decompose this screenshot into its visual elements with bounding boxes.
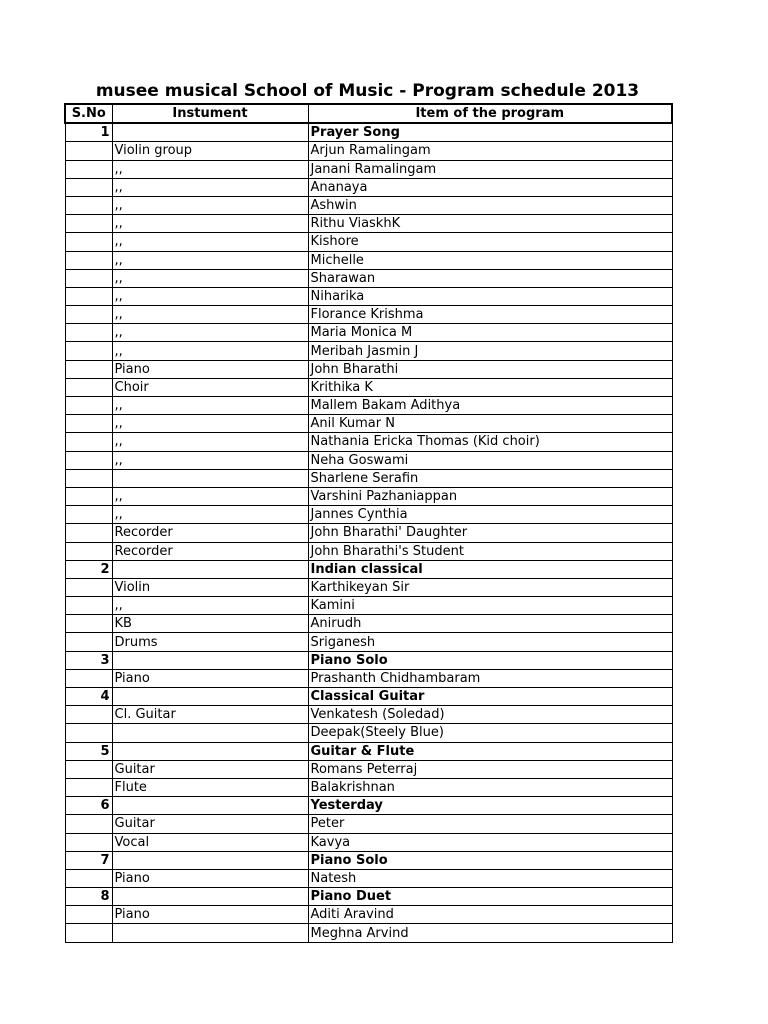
sno-column-header: S.No — [65, 104, 112, 123]
instrument-cell: Recorder — [112, 542, 308, 560]
sno-cell — [65, 196, 112, 214]
sno-cell — [65, 506, 112, 524]
instrument-cell: Drums — [112, 633, 308, 651]
item-cell: Guitar & Flute — [308, 742, 672, 760]
instrument-cell — [112, 560, 308, 578]
instrument-cell: Choir — [112, 378, 308, 396]
table-row — [65, 724, 672, 742]
item-cell: Classical Guitar — [308, 688, 672, 706]
item-cell: John Bharathi's Student — [308, 542, 672, 560]
instrument-cell: ,, — [112, 251, 308, 269]
sno-cell — [65, 306, 112, 324]
sno-cell — [65, 287, 112, 305]
sno-cell — [65, 487, 112, 505]
table-row — [65, 233, 672, 251]
item-cell: Romans Peterraj — [308, 760, 672, 778]
table-row — [65, 906, 672, 924]
table-row — [65, 487, 672, 505]
sno-cell — [65, 269, 112, 287]
sno-cell — [65, 324, 112, 342]
item-cell: Balakrishnan — [308, 778, 672, 796]
table-row — [65, 924, 672, 942]
table-row — [65, 287, 672, 305]
table-row — [65, 178, 672, 196]
table-row — [65, 633, 672, 651]
sno-cell — [65, 778, 112, 796]
item-cell: Varshini Pazhaniappan — [308, 487, 672, 505]
instrument-cell: ,, — [112, 397, 308, 415]
instrument-cell: ,, — [112, 306, 308, 324]
instrument-cell: ,, — [112, 433, 308, 451]
instrument-cell: ,, — [112, 342, 308, 360]
item-cell: Jannes Cynthia — [308, 506, 672, 524]
instrument-cell: ,, — [112, 324, 308, 342]
item-cell: Niharika — [308, 287, 672, 305]
instrument-cell: ,, — [112, 287, 308, 305]
instrument-cell — [112, 851, 308, 869]
table-row — [65, 506, 672, 524]
table-row — [65, 815, 672, 833]
sno-cell — [65, 542, 112, 560]
instrument-cell — [112, 123, 308, 142]
sno-cell: 3 — [65, 651, 112, 669]
instrument-cell: ,, — [112, 506, 308, 524]
sno-cell — [65, 706, 112, 724]
instrument-cell: Vocal — [112, 833, 308, 851]
sno-cell — [65, 397, 112, 415]
item-cell: Anirudh — [308, 615, 672, 633]
item-cell: Ashwin — [308, 196, 672, 214]
item-cell: Venkatesh (Soledad) — [308, 706, 672, 724]
table-row — [65, 360, 672, 378]
item-cell: Krithika K — [308, 378, 672, 396]
item-cell: Peter — [308, 815, 672, 833]
section-row — [65, 797, 672, 815]
instrument-cell — [112, 688, 308, 706]
instrument-column-header: Instument — [112, 104, 308, 123]
table-row — [65, 451, 672, 469]
table-row — [65, 433, 672, 451]
table-row — [65, 251, 672, 269]
item-cell: Indian classical — [308, 560, 672, 578]
sno-cell — [65, 524, 112, 542]
instrument-cell: ,, — [112, 233, 308, 251]
item-cell: Sharawan — [308, 269, 672, 287]
instrument-cell: ,, — [112, 196, 308, 214]
item-cell: Prashanth Chidhambaram — [308, 669, 672, 687]
item-column-header: Item of the program — [308, 104, 672, 123]
table-row — [65, 778, 672, 796]
table-row — [65, 706, 672, 724]
instrument-cell: Piano — [112, 669, 308, 687]
instrument-cell: ,, — [112, 215, 308, 233]
section-row — [65, 742, 672, 760]
sno-cell — [65, 233, 112, 251]
instrument-cell: ,, — [112, 415, 308, 433]
instrument-cell: Piano — [112, 906, 308, 924]
sno-cell — [65, 160, 112, 178]
instrument-cell: Violin group — [112, 142, 308, 160]
table-row — [65, 869, 672, 887]
instrument-cell: Piano — [112, 869, 308, 887]
sno-cell — [65, 669, 112, 687]
instrument-cell — [112, 651, 308, 669]
sno-cell — [65, 469, 112, 487]
instrument-cell: ,, — [112, 160, 308, 178]
table-row — [65, 524, 672, 542]
item-cell: Prayer Song — [308, 123, 672, 142]
sno-cell — [65, 906, 112, 924]
sno-cell: 2 — [65, 560, 112, 578]
sno-cell — [65, 924, 112, 942]
instrument-cell: Violin — [112, 578, 308, 596]
table-row — [65, 215, 672, 233]
instrument-cell: ,, — [112, 178, 308, 196]
instrument-cell: Cl. Guitar — [112, 706, 308, 724]
item-cell: Kavya — [308, 833, 672, 851]
item-cell: Piano Solo — [308, 651, 672, 669]
table-row — [65, 469, 672, 487]
section-row — [65, 888, 672, 906]
sno-cell — [65, 342, 112, 360]
sno-cell — [65, 378, 112, 396]
program-schedule-table — [64, 103, 673, 943]
section-row — [65, 123, 672, 142]
table-row — [65, 269, 672, 287]
instrument-cell — [112, 469, 308, 487]
table-row — [65, 324, 672, 342]
sno-cell — [65, 615, 112, 633]
instrument-cell: ,, — [112, 487, 308, 505]
table-row — [65, 833, 672, 851]
table-row — [65, 378, 672, 396]
section-row — [65, 560, 672, 578]
sno-cell — [65, 415, 112, 433]
instrument-cell — [112, 924, 308, 942]
sno-cell — [65, 433, 112, 451]
table-row — [65, 578, 672, 596]
instrument-cell: KB — [112, 615, 308, 633]
table-row — [65, 597, 672, 615]
section-row — [65, 651, 672, 669]
instrument-cell — [112, 724, 308, 742]
sno-cell: 5 — [65, 742, 112, 760]
item-cell: Piano Duet — [308, 888, 672, 906]
sno-cell — [65, 869, 112, 887]
item-cell: Karthikeyan Sir — [308, 578, 672, 596]
table-row — [65, 542, 672, 560]
sno-cell — [65, 251, 112, 269]
table-row — [65, 415, 672, 433]
instrument-cell — [112, 888, 308, 906]
instrument-cell — [112, 797, 308, 815]
item-cell: Michelle — [308, 251, 672, 269]
sno-cell: 7 — [65, 851, 112, 869]
item-cell: John Bharathi — [308, 360, 672, 378]
table-row — [65, 306, 672, 324]
sno-cell — [65, 142, 112, 160]
instrument-cell: ,, — [112, 451, 308, 469]
page-title: musee musical School of Music - Program schedule 2013 — [95, 81, 640, 101]
sno-cell — [65, 215, 112, 233]
instrument-cell: ,, — [112, 597, 308, 615]
item-cell: Maria Monica M — [308, 324, 672, 342]
table-row — [65, 160, 672, 178]
sno-cell — [65, 633, 112, 651]
item-cell: Kamini — [308, 597, 672, 615]
item-cell: Rithu ViaskhK — [308, 215, 672, 233]
instrument-cell: ,, — [112, 269, 308, 287]
table-row — [65, 615, 672, 633]
item-cell: Deepak(Steely Blue) — [308, 724, 672, 742]
sno-cell — [65, 815, 112, 833]
item-cell: John Bharathi' Daughter — [308, 524, 672, 542]
item-cell: Janani Ramalingam — [308, 160, 672, 178]
sno-cell — [65, 360, 112, 378]
item-cell: Meribah Jasmin J — [308, 342, 672, 360]
table-row — [65, 760, 672, 778]
item-cell: Kishore — [308, 233, 672, 251]
table-row — [65, 196, 672, 214]
sno-cell — [65, 578, 112, 596]
item-cell: Arjun Ramalingam — [308, 142, 672, 160]
instrument-cell: Piano — [112, 360, 308, 378]
sno-cell — [65, 451, 112, 469]
section-row — [65, 688, 672, 706]
item-cell: Yesterday — [308, 797, 672, 815]
instrument-cell: Guitar — [112, 760, 308, 778]
instrument-cell: Guitar — [112, 815, 308, 833]
item-cell: Florance Krishma — [308, 306, 672, 324]
sno-cell — [65, 760, 112, 778]
item-cell: Neha Goswami — [308, 451, 672, 469]
table-row — [65, 397, 672, 415]
table-row — [65, 342, 672, 360]
instrument-cell: Flute — [112, 778, 308, 796]
instrument-cell — [112, 742, 308, 760]
sno-cell — [65, 178, 112, 196]
item-cell: Sharlene Serafin — [308, 469, 672, 487]
section-row — [65, 851, 672, 869]
item-cell: Natesh — [308, 869, 672, 887]
instrument-cell: Recorder — [112, 524, 308, 542]
sno-cell: 6 — [65, 797, 112, 815]
sno-cell — [65, 597, 112, 615]
item-cell: Nathania Ericka Thomas (Kid choir) — [308, 433, 672, 451]
item-cell: Meghna Arvind — [308, 924, 672, 942]
sno-cell: 4 — [65, 688, 112, 706]
sno-cell — [65, 724, 112, 742]
table-row — [65, 669, 672, 687]
item-cell: Anil Kumar N — [308, 415, 672, 433]
item-cell: Ananaya — [308, 178, 672, 196]
item-cell: Piano Solo — [308, 851, 672, 869]
item-cell: Sriganesh — [308, 633, 672, 651]
table-row — [65, 142, 672, 160]
sno-cell: 8 — [65, 888, 112, 906]
sno-cell — [65, 833, 112, 851]
header-row — [65, 104, 672, 123]
item-cell: Aditi Aravind — [308, 906, 672, 924]
sno-cell: 1 — [65, 123, 112, 142]
item-cell: Mallem Bakam Adithya — [308, 397, 672, 415]
